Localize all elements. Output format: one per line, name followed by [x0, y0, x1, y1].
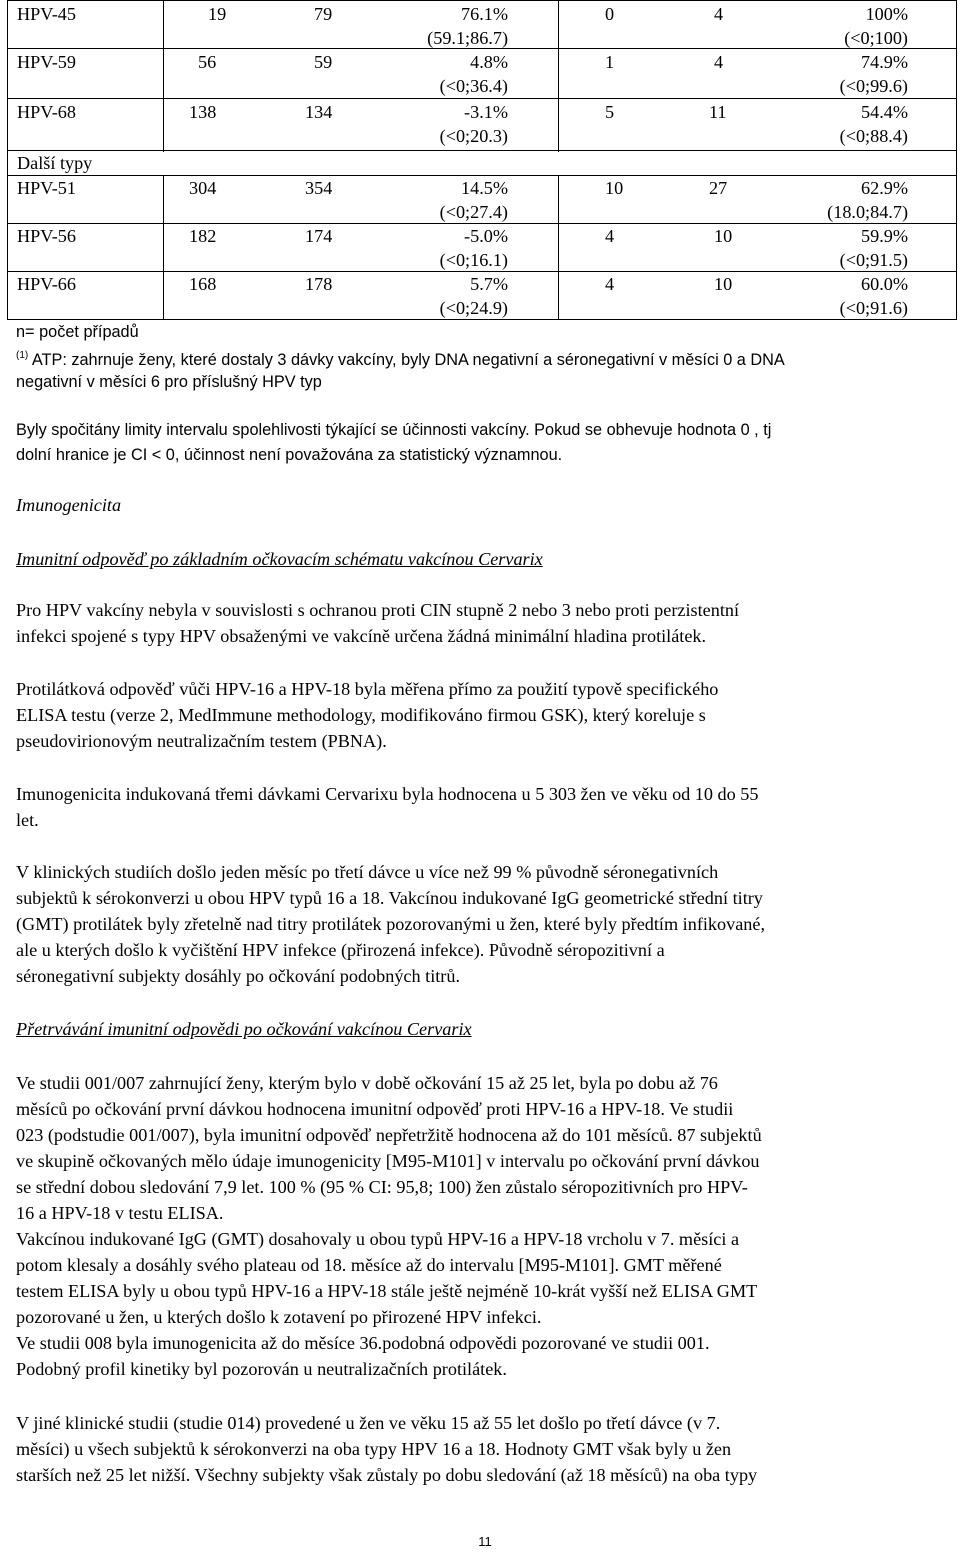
row-count-b: 354 [305, 178, 333, 198]
row-efficacy-2: 60.0% [861, 274, 908, 294]
row-efficacy: 14.5% [461, 178, 508, 198]
text-line: ELISA testu (verze 2, MedImmune methodology, modifikováno firmou GSK), který koreluje s [16, 705, 706, 725]
text-line: subjektů k sérokonverzi u obou HPV typů 16 a 18. Vakcínou indukované IgG geometrické střední titry [16, 888, 763, 908]
row-ci-2: (<0;91.6) [839, 298, 908, 318]
paragraph-evaluation [16, 781, 956, 833]
row-efficacy: -3.1% [464, 102, 508, 122]
row-efficacy: 4.8% [470, 52, 508, 72]
row-ci: (<0;20.3) [439, 126, 508, 146]
paragraph-persistence [16, 1070, 956, 1382]
row-count-b: 134 [305, 102, 333, 122]
table-note-ci-line1: Byly spočitány limity intervalu spolehlivosti týkající se účinnosti vakcíny. Pokud se obhevuje hodnota 0 , tj [16, 421, 772, 439]
footnote-marker: (1) [16, 350, 29, 361]
text-line: Podobný profil kinetiky byl pozorován u neutralizačních protilátek. [16, 1359, 507, 1379]
row-count-a: 168 [189, 274, 217, 294]
row-type: HPV-66 [17, 274, 76, 294]
paragraph-study-014 [16, 1410, 956, 1488]
row-count-d: 4 [714, 4, 724, 24]
table-col-divider [163, 0, 164, 152]
row-count-a: 304 [189, 178, 217, 198]
text-line: ale u kterých došlo k vyčištění HPV infekce (přirozená infekce). Původně séropozitivní a [16, 940, 665, 960]
row-ci: (<0;16.1) [439, 250, 508, 270]
text-line: se střední dobou sledování 7,9 let. 100 % (95 % CI: 95,8; 100) žen zůstalo séropozitivních pro HPV- [16, 1177, 748, 1197]
row-ci-2: (<0;100) [844, 28, 908, 48]
section-heading: Imunogenicita [16, 495, 122, 515]
subsection-heading: Přetrvávání imunitní odpovědi po očkování vakcínou Cervarix [16, 1019, 472, 1039]
table-note-atp [16, 344, 785, 372]
table-note-ci-line2: dolní hranice je CI < 0, účinnost není považována za statistický významnou. [16, 446, 563, 464]
text-line: Protilátková odpověď vůči HPV-16 a HPV-18 byla měřena přímo za použití typově specifického [16, 679, 719, 699]
row-count-c: 5 [605, 102, 615, 122]
paragraph-seroconversion [16, 859, 956, 989]
row-count-a: 19 [208, 4, 227, 24]
table-section-label: Další typy [17, 153, 93, 173]
row-efficacy: 5.7% [470, 274, 508, 294]
row-count-d: 10 [714, 274, 733, 294]
paragraph-protection [16, 597, 956, 649]
row-type: HPV-68 [17, 102, 76, 122]
row-count-b: 174 [305, 226, 333, 246]
text-line: měsíci) u všech subjektů k sérokonverzi na oba typy HPV 16 a 18. Hodnoty GMT však byly u žen [16, 1439, 732, 1459]
row-ci: (<0;24.9) [439, 298, 508, 318]
table-col-divider [558, 176, 559, 319]
row-count-c: 10 [605, 178, 624, 198]
table-col-divider [558, 0, 559, 152]
row-ci: (<0;27.4) [439, 202, 508, 222]
row-efficacy-2: 74.9% [861, 52, 908, 72]
row-count-a: 138 [189, 102, 217, 122]
table-note-n: n= počet případů [16, 323, 139, 341]
text-line: ve skupině očkovaných mělo údaje imunogenicity [M95-M101] v intervalu po očkování první dávkou [16, 1151, 760, 1171]
row-efficacy-2: 54.4% [861, 102, 908, 122]
row-type: HPV-59 [17, 52, 76, 72]
row-count-a: 56 [198, 52, 217, 72]
text-line: let. [16, 810, 39, 830]
subsection-heading: Imunitní odpověď po základním očkovacím schématu vakcínou Cervarix [16, 549, 543, 569]
text-line: séronegativní subjekty dosáhly po očkování podobných titrů. [16, 966, 461, 986]
paragraph-antibody-response [16, 676, 956, 754]
table-row-line [8, 150, 956, 151]
text-line: testem ELISA byly u obou typů HPV-16 a HPV-18 stále ještě nejméně 10-krát vyšší než ELISA GMT [16, 1281, 758, 1301]
text-line: Ve studii 001/007 zahrnující ženy, kterým bylo v době očkování 15 až 25 let, byla po dobu až 76 [16, 1073, 718, 1093]
row-ci: (<0;36.4) [439, 76, 508, 96]
table-row-line [8, 0, 956, 1]
text-line: V klinických studiích došlo jeden měsíc po třetí dávce u více než 99 % původně séronegativních [16, 862, 719, 882]
row-efficacy: -5.0% [464, 226, 508, 246]
row-count-c: 4 [605, 226, 615, 246]
text-line: Imunogenicita indukovaná třemi dávkami Cervarixu byla hodnocena u 5 303 žen ve věku od 10 do 55 [16, 784, 759, 804]
text-line: starších než 25 let nižší. Všechny subjekty však zůstaly po dobu sledování (až 18 měsíců) na oba typy [16, 1465, 758, 1485]
text-line: V jiné klinické studii (studie 014) provedené u žen ve věku 15 až 55 let došlo po třetí dávce (v 7. [16, 1413, 721, 1433]
row-count-d: 4 [714, 52, 724, 72]
row-count-c: 0 [605, 4, 615, 24]
row-ci-2: (<0;99.6) [839, 76, 908, 96]
row-count-d: 27 [709, 178, 728, 198]
text-line: (GMT) protilátek byly zřetelně nad titry protilátek pozorovanými u žen, které byly předtím infikované, [16, 914, 765, 934]
table-note-atp-line2: negativní v měsíci 6 pro příslušný HPV typ [16, 373, 322, 391]
row-count-b: 59 [314, 52, 333, 72]
table-col-divider [163, 176, 164, 319]
text-line: Ve studii 008 byla imunogenicita až do měsíce 36.podobná odpovědi pozorované ve studii 001. [16, 1333, 710, 1353]
row-count-a: 182 [189, 226, 217, 246]
row-ci-2: (<0;88.4) [839, 126, 908, 146]
row-count-c: 1 [605, 52, 615, 72]
row-efficacy-2: 59.9% [861, 226, 908, 246]
text-line: 023 (podstudie 001/007), byla imunitní odpověď nepřetržitě hodnocena až do 101 měsíců. 87 subjektů [16, 1125, 762, 1145]
table-note-atp-line1: ATP: zahrnuje ženy, které dostaly 3 dávky vakcíny, byly DNA negativní a séronegativní v měsíci 0 a DNA [31, 351, 785, 369]
row-type: HPV-51 [17, 178, 76, 198]
row-efficacy-2: 62.9% [861, 178, 908, 198]
row-count-d: 10 [714, 226, 733, 246]
row-count-b: 79 [314, 4, 333, 24]
text-line: 16 a HPV-18 v testu ELISA. [16, 1203, 224, 1223]
row-type: HPV-45 [17, 4, 76, 24]
row-ci-2: (<0;91.5) [839, 250, 908, 270]
text-line: Pro HPV vakcíny nebyla v souvislosti s ochranou proti CIN stupně 2 nebo 3 nebo proti perzistentní [16, 600, 740, 620]
row-count-d: 11 [709, 102, 727, 122]
text-line: pseudovirionovým neutralizačním testem (PBNA). [16, 731, 387, 751]
text-line: Vakcínou indukované IgG (GMT) dosahovaly u obou typů HPV-16 a HPV-18 vrcholu v 7. měsíci a [16, 1229, 740, 1249]
row-ci-2: (18.0;84.7) [827, 202, 908, 222]
table-row-line [8, 98, 956, 99]
page-number: 11 [478, 1534, 492, 1549]
row-count-b: 178 [305, 274, 333, 294]
text-line: potom klesaly a dosáhly svého plateau od 18. měsíce až do intervalu [M95-M101]. GMT měřené [16, 1255, 722, 1275]
text-line: pozorované u žen, u kterých došlo k zotavení po přirozené HPV infekci. [16, 1307, 542, 1327]
row-type: HPV-56 [17, 226, 76, 246]
text-line: měsíců po očkování první dávkou hodnocena imunitní odpověď proti HPV-16 a HPV-18. Ve studii [16, 1099, 734, 1119]
row-ci: (59.1;86.7) [427, 28, 508, 48]
row-efficacy-2: 100% [865, 4, 908, 24]
efficacy-table [7, 0, 957, 320]
text-line: infekci spojené s typy HPV obsaženými ve vakcíně určena žádná minimální hladina protilátek. [16, 626, 707, 646]
row-count-c: 4 [605, 274, 615, 294]
row-efficacy: 76.1% [461, 4, 508, 24]
